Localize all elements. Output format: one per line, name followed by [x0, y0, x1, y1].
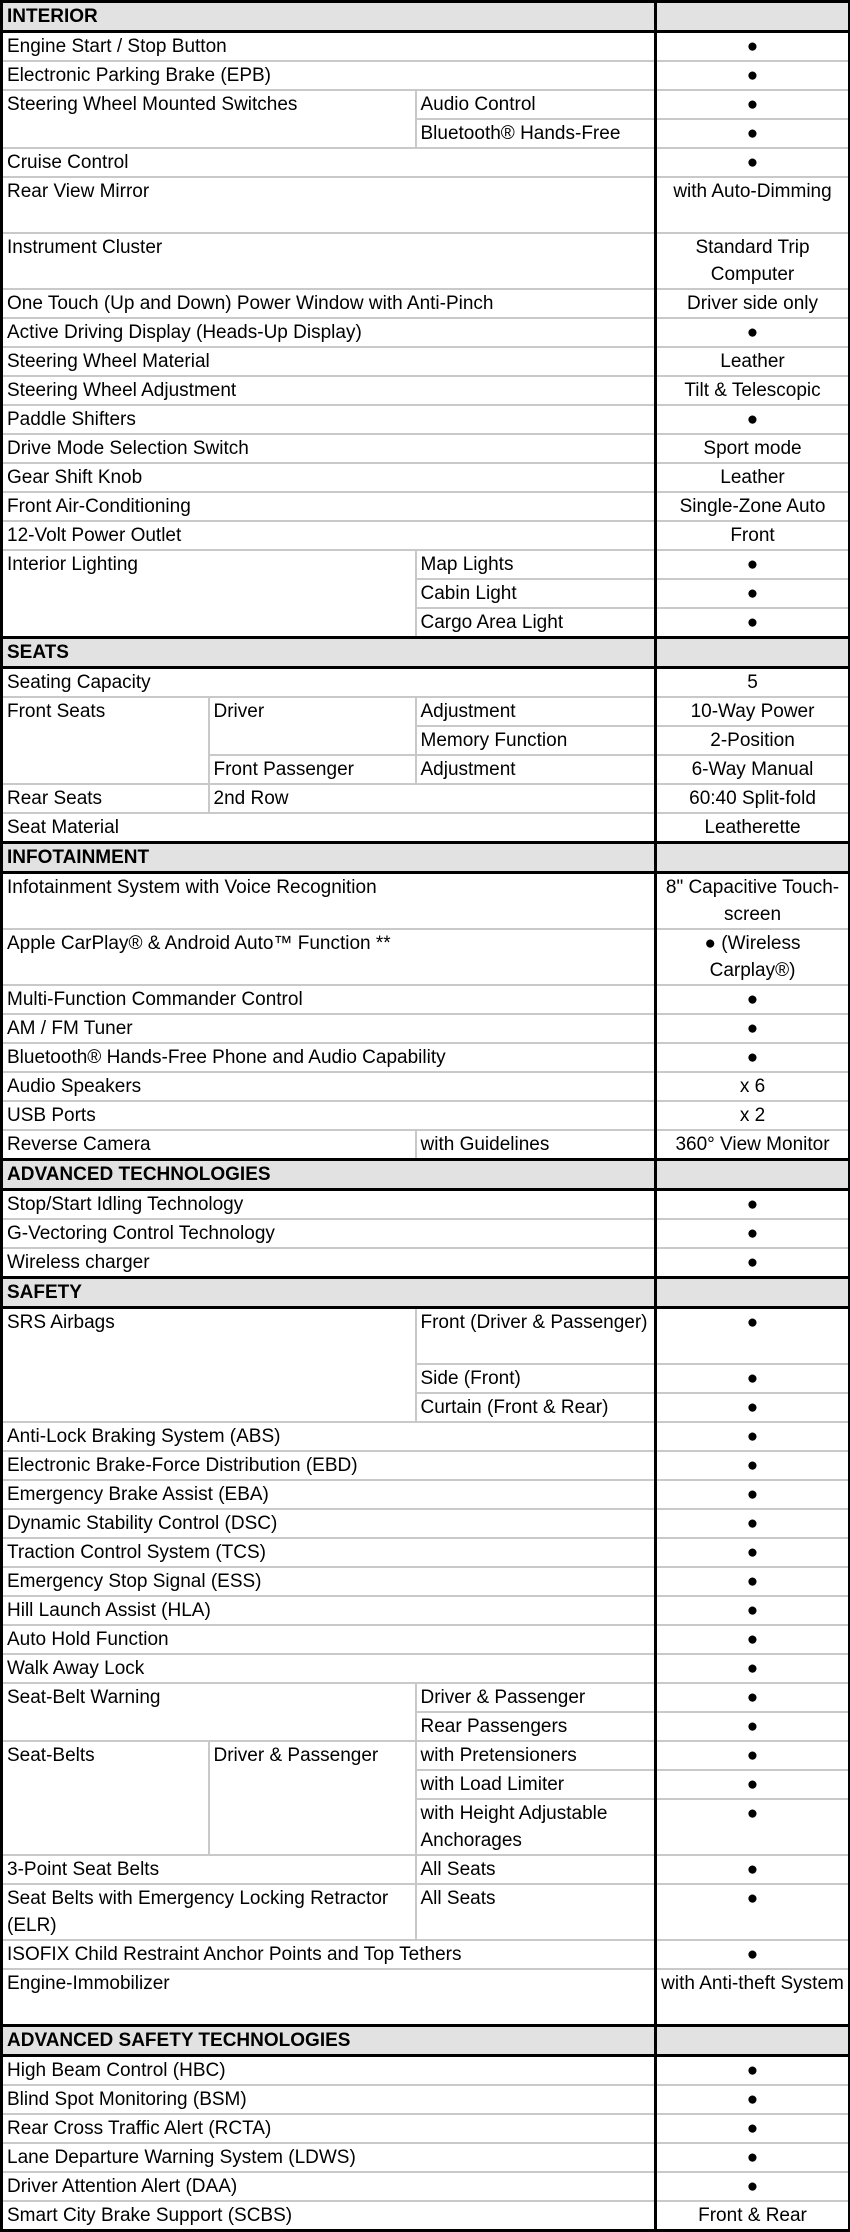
section-header [2, 638, 850, 668]
spec-label: Instrument Cluster [2, 233, 656, 289]
spec-value: ● [656, 1451, 850, 1480]
spec-row [2, 1625, 850, 1654]
spec-value: ● [656, 405, 850, 434]
spec-row [2, 1190, 850, 1220]
spec-value: ● [656, 1248, 850, 1278]
section-title: INFOTAINMENT [2, 843, 656, 873]
spec-value: x 2 [656, 1101, 850, 1130]
spec-value: 6-Way Manual [656, 755, 850, 784]
section-value-spacer [656, 843, 850, 873]
spec-value: Leather [656, 347, 850, 376]
spec-label: Blind Spot Monitoring (BSM) [2, 2085, 656, 2114]
spec-row [2, 1422, 850, 1451]
spec-row [2, 1480, 850, 1509]
spec-value: ● [656, 1712, 850, 1741]
spec-label: 12-Volt Power Outlet [2, 521, 656, 550]
spec-label: Rear Seats [2, 784, 209, 813]
spec-row [2, 90, 850, 119]
spec-value: ● [656, 1364, 850, 1393]
spec-label: Side (Front) [416, 1364, 656, 1393]
spec-label: Front (Driver & Passenger) [416, 1308, 656, 1365]
spec-value: Driver side only [656, 289, 850, 318]
spec-value: ● [656, 2085, 850, 2114]
spec-label: Infotainment System with Voice Recognition [2, 873, 656, 930]
spec-value: ● [656, 1683, 850, 1712]
spec-value: ● [656, 1654, 850, 1683]
section-value-spacer [656, 638, 850, 668]
spec-row [2, 784, 850, 813]
spec-label: Steering Wheel Mounted Switches [2, 90, 416, 148]
spec-value: 8" Capacitive Touch-screen [656, 873, 850, 930]
spec-label: with Load Limiter [416, 1770, 656, 1799]
spec-label: Driver Attention Alert (DAA) [2, 2172, 656, 2201]
spec-row [2, 1855, 850, 1884]
spec-value: ● [656, 550, 850, 579]
spec-value: Leather [656, 463, 850, 492]
spec-label: Cargo Area Light [416, 608, 656, 638]
spec-label: ISOFIX Child Restraint Anchor Points and Top Tethers [2, 1940, 656, 1969]
section-title: SAFETY [2, 1278, 656, 1308]
spec-value: ● [656, 1043, 850, 1072]
spec-label: Apple CarPlay® & Android Auto™ Function ** [2, 929, 656, 985]
spec-row [2, 2143, 850, 2172]
spec-value: Tilt & Telescopic [656, 376, 850, 405]
spec-value: ● [656, 1625, 850, 1654]
spec-row [2, 376, 850, 405]
section-value-spacer [656, 1278, 850, 1308]
spec-label: Driver & Passenger [209, 1741, 416, 1855]
spec-label: All Seats [416, 1855, 656, 1884]
spec-value: Leatherette [656, 813, 850, 843]
spec-label: Emergency Brake Assist (EBA) [2, 1480, 656, 1509]
spec-value: ● [656, 2114, 850, 2143]
spec-value: ● [656, 1596, 850, 1625]
spec-row [2, 1451, 850, 1480]
spec-value: ● [656, 1741, 850, 1770]
spec-value: ● [656, 2172, 850, 2201]
spec-label: with Pretensioners [416, 1741, 656, 1770]
spec-row [2, 1101, 850, 1130]
spec-row [2, 2114, 850, 2143]
spec-value: ● [656, 1190, 850, 1220]
spec-label: Memory Function [416, 726, 656, 755]
spec-value: ● [656, 1014, 850, 1043]
spec-value: with Auto-Dimming [656, 177, 850, 233]
spec-value: ● [656, 1770, 850, 1799]
spec-label: Cruise Control [2, 148, 656, 177]
spec-row [2, 1014, 850, 1043]
spec-label: Map Lights [416, 550, 656, 579]
spec-row [2, 318, 850, 347]
spec-row [2, 1308, 850, 1365]
spec-row [2, 2056, 850, 2086]
spec-value: ● [656, 2056, 850, 2086]
spec-value: 5 [656, 668, 850, 698]
spec-label: Paddle Shifters [2, 405, 656, 434]
spec-value: with Anti-theft System [656, 1969, 850, 2026]
spec-row [2, 32, 850, 62]
spec-row [2, 1538, 850, 1567]
spec-value: Standard Trip Computer [656, 233, 850, 289]
spec-row [2, 1940, 850, 1969]
spec-value: ● [656, 1884, 850, 1940]
spec-label: Stop/Start Idling Technology [2, 1190, 656, 1220]
spec-row [2, 1043, 850, 1072]
spec-row [2, 1596, 850, 1625]
spec-row [2, 813, 850, 843]
spec-label: Audio Control [416, 90, 656, 119]
spec-value: x 6 [656, 1072, 850, 1101]
spec-row [2, 1567, 850, 1596]
spec-label: Front Air-Conditioning [2, 492, 656, 521]
section-header [2, 1278, 850, 1308]
spec-label: SRS Airbags [2, 1308, 416, 1423]
spec-row [2, 1884, 850, 1940]
spec-value: ● [656, 985, 850, 1014]
spec-value: ● [656, 61, 850, 90]
spec-value: ● [656, 1308, 850, 1365]
spec-label: Auto Hold Function [2, 1625, 656, 1654]
spec-row [2, 492, 850, 521]
spec-label: High Beam Control (HBC) [2, 2056, 656, 2086]
spec-table-body [2, 2, 850, 2231]
spec-value: ● [656, 1567, 850, 1596]
spec-row [2, 148, 850, 177]
spec-row [2, 289, 850, 318]
spec-value: Single-Zone Auto [656, 492, 850, 521]
spec-value: ● [656, 1509, 850, 1538]
spec-value: Sport mode [656, 434, 850, 463]
spec-row [2, 233, 850, 289]
spec-label: Driver [209, 697, 416, 755]
spec-value: Front [656, 521, 850, 550]
spec-value: ● [656, 148, 850, 177]
spec-value: ● [656, 1219, 850, 1248]
spec-label: Emergency Stop Signal (ESS) [2, 1567, 656, 1596]
spec-row [2, 2201, 850, 2231]
spec-value: ● [656, 1480, 850, 1509]
section-title: SEATS [2, 638, 656, 668]
spec-value: ● [656, 119, 850, 148]
spec-label: Front Seats [2, 697, 209, 784]
spec-row [2, 929, 850, 985]
section-title: ADVANCED SAFETY TECHNOLOGIES [2, 2026, 656, 2056]
spec-row [2, 1654, 850, 1683]
spec-value: ● [656, 1855, 850, 1884]
spec-label: Wireless charger [2, 1248, 656, 1278]
spec-label: Electronic Parking Brake (EPB) [2, 61, 656, 90]
spec-label: Drive Mode Selection Switch [2, 434, 656, 463]
spec-label: Traction Control System (TCS) [2, 1538, 656, 1567]
spec-row [2, 697, 850, 726]
spec-row [2, 1072, 850, 1101]
spec-label: Cabin Light [416, 579, 656, 608]
spec-label: Driver & Passenger [416, 1683, 656, 1712]
section-header [2, 1160, 850, 1190]
spec-row [2, 668, 850, 698]
spec-label: One Touch (Up and Down) Power Window with Anti-Pinch [2, 289, 656, 318]
spec-label: Audio Speakers [2, 1072, 656, 1101]
spec-row [2, 873, 850, 930]
spec-label: AM / FM Tuner [2, 1014, 656, 1043]
spec-value: ● [656, 1538, 850, 1567]
spec-label: Dynamic Stability Control (DSC) [2, 1509, 656, 1538]
spec-row [2, 463, 850, 492]
spec-label: All Seats [416, 1884, 656, 1940]
section-header [2, 843, 850, 873]
spec-label: Walk Away Lock [2, 1654, 656, 1683]
spec-row [2, 550, 850, 579]
spec-label: Seat Material [2, 813, 656, 843]
spec-value: ● [656, 90, 850, 119]
spec-row [2, 61, 850, 90]
spec-label: Lane Departure Warning System (LDWS) [2, 2143, 656, 2172]
spec-label: 3-Point Seat Belts [2, 1855, 416, 1884]
spec-label: 2nd Row [209, 784, 656, 813]
spec-label: Engine-Immobilizer [2, 1969, 656, 2026]
spec-label: Gear Shift Knob [2, 463, 656, 492]
spec-value: 10-Way Power [656, 697, 850, 726]
spec-label: Electronic Brake-Force Distribution (EBD) [2, 1451, 656, 1480]
spec-value: ● [656, 2143, 850, 2172]
spec-row [2, 434, 850, 463]
spec-label: Adjustment [416, 755, 656, 784]
spec-label: Front Passenger [209, 755, 416, 784]
spec-value: ● (Wireless Carplay®) [656, 929, 850, 985]
spec-label: Adjustment [416, 697, 656, 726]
spec-value: 360° View Monitor [656, 1130, 850, 1160]
spec-label: with Guidelines [416, 1130, 656, 1160]
spec-row [2, 1248, 850, 1278]
spec-row [2, 1509, 850, 1538]
spec-row [2, 405, 850, 434]
spec-label: Multi-Function Commander Control [2, 985, 656, 1014]
spec-value: ● [656, 1940, 850, 1969]
section-value-spacer [656, 2, 850, 32]
spec-label: Smart City Brake Support (SCBS) [2, 2201, 656, 2231]
spec-row [2, 1969, 850, 2026]
section-value-spacer [656, 1160, 850, 1190]
spec-row [2, 177, 850, 233]
spec-row [2, 2085, 850, 2114]
spec-label: Anti-Lock Braking System (ABS) [2, 1422, 656, 1451]
spec-row [2, 1219, 850, 1248]
spec-row [2, 2172, 850, 2201]
spec-value: ● [656, 579, 850, 608]
section-header [2, 2, 850, 32]
section-header [2, 2026, 850, 2056]
spec-label: Engine Start / Stop Button [2, 32, 656, 62]
spec-label: Rear Cross Traffic Alert (RCTA) [2, 2114, 656, 2143]
spec-row [2, 1683, 850, 1712]
spec-label: Seat Belts with Emergency Locking Retractor (ELR) [2, 1884, 416, 1940]
spec-value: ● [656, 1799, 850, 1855]
spec-value: Front & Rear [656, 2201, 850, 2231]
spec-value: ● [656, 318, 850, 347]
spec-label: Rear Passengers [416, 1712, 656, 1741]
spec-row [2, 1130, 850, 1160]
spec-value: ● [656, 1393, 850, 1422]
spec-label: USB Ports [2, 1101, 656, 1130]
spec-label: Seat-Belts [2, 1741, 209, 1855]
spec-row [2, 521, 850, 550]
spec-label: Seat-Belt Warning [2, 1683, 416, 1741]
section-value-spacer [656, 2026, 850, 2056]
spec-label: Steering Wheel Material [2, 347, 656, 376]
spec-label: G-Vectoring Control Technology [2, 1219, 656, 1248]
spec-row [2, 1741, 850, 1770]
spec-label: with Height Adjustable Anchorages [416, 1799, 656, 1855]
spec-label: Seating Capacity [2, 668, 656, 698]
spec-row [2, 347, 850, 376]
spec-label: Bluetooth® Hands-Free [416, 119, 656, 148]
spec-label: Active Driving Display (Heads-Up Display) [2, 318, 656, 347]
spec-value: 60:40 Split-fold [656, 784, 850, 813]
spec-label: Rear View Mirror [2, 177, 656, 233]
section-title: ADVANCED TECHNOLOGIES [2, 1160, 656, 1190]
section-title: INTERIOR [2, 2, 656, 32]
spec-label: Steering Wheel Adjustment [2, 376, 656, 405]
spec-label: Curtain (Front & Rear) [416, 1393, 656, 1422]
spec-value: ● [656, 608, 850, 638]
spec-row [2, 985, 850, 1014]
spec-label: Hill Launch Assist (HLA) [2, 1596, 656, 1625]
spec-value: 2-Position [656, 726, 850, 755]
spec-value: ● [656, 32, 850, 62]
spec-value: ● [656, 1422, 850, 1451]
spec-label: Interior Lighting [2, 550, 416, 638]
spec-label: Bluetooth® Hands-Free Phone and Audio Capability [2, 1043, 656, 1072]
spec-label: Reverse Camera [2, 1130, 416, 1160]
